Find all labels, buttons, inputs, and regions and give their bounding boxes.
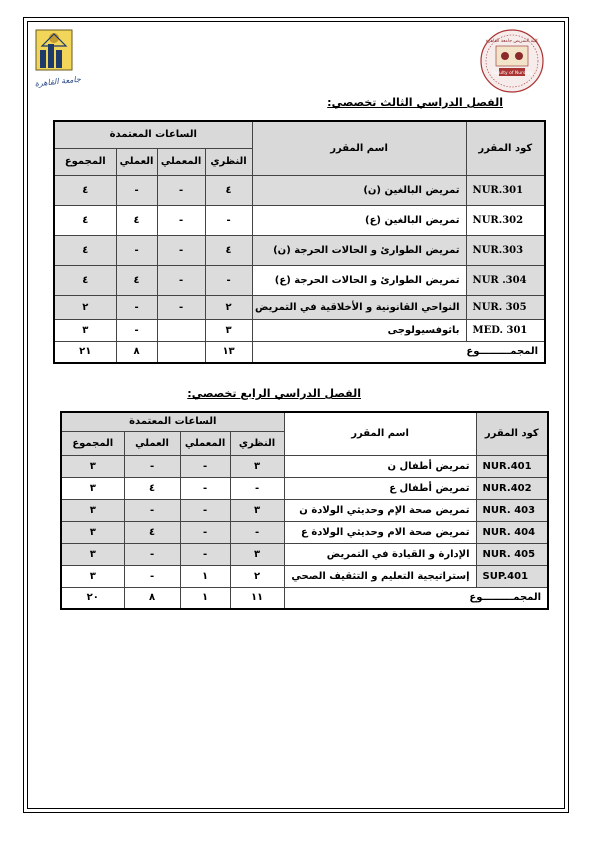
course-code: NUR. 305 xyxy=(466,295,545,319)
header-theory: النظري xyxy=(205,148,252,175)
theory-hours: ٣ xyxy=(230,499,284,521)
practical-hours: ٤ xyxy=(124,477,180,499)
header-hours: الساعات المعتمدة xyxy=(54,121,252,148)
course-code: NUR. 403 xyxy=(476,499,548,521)
theory-hours: - xyxy=(230,477,284,499)
table-total-row xyxy=(61,587,548,609)
course-code: NUR .304 xyxy=(466,265,545,295)
lab-hours: - xyxy=(157,295,205,319)
total-theory: ١٣ xyxy=(205,341,252,363)
table-row xyxy=(61,565,548,587)
lab-hours: - xyxy=(180,477,230,499)
lab-hours: - xyxy=(180,543,230,565)
course-name: تمريض الطوارئ و الحالات الحرجة (ع) xyxy=(252,265,466,295)
total-hours: ٣ xyxy=(61,455,124,477)
course-name: تمريض صحة الام وحديثي الولادة ع xyxy=(284,521,476,543)
header-total: المجموع xyxy=(54,148,116,175)
course-name: تمريض الطوارئ و الحالات الحرجة (ن) xyxy=(252,235,466,265)
course-code: NUR.402 xyxy=(476,477,548,499)
table-row xyxy=(54,295,545,319)
total-hours: ٣ xyxy=(61,499,124,521)
total-hours: ٣ xyxy=(61,565,124,587)
course-code: NUR. 405 xyxy=(476,543,548,565)
header-practical: العملي xyxy=(124,431,180,455)
theory-hours: - xyxy=(230,521,284,543)
course-name: تمريض أطفال ع xyxy=(284,477,476,499)
table-row xyxy=(54,235,545,265)
practical-hours: ٤ xyxy=(124,521,180,543)
practical-hours: - xyxy=(124,499,180,521)
faculty-of-nursing-logo xyxy=(479,28,545,94)
table-row xyxy=(54,175,545,205)
logo-right-sub: Faculty of Nursing xyxy=(491,71,533,76)
total-hours: ٤ xyxy=(54,175,116,205)
semester4-table xyxy=(60,411,549,610)
lab-hours: - xyxy=(157,265,205,295)
lab-hours: - xyxy=(180,499,230,521)
table-row xyxy=(61,477,548,499)
course-code: MED. 301 xyxy=(466,319,545,341)
table-row xyxy=(61,455,548,477)
header-total: المجموع xyxy=(61,431,124,455)
course-name: تمريض صحة الإم وحديثي الولادة ن xyxy=(284,499,476,521)
theory-hours: ٣ xyxy=(205,319,252,341)
header-name: اسم المقرر xyxy=(252,121,466,175)
total-hours: ٤ xyxy=(54,235,116,265)
practical-hours: - xyxy=(124,455,180,477)
course-code: SUP.401 xyxy=(476,565,548,587)
course-code: NUR.401 xyxy=(476,455,548,477)
course-code: NUR.303 xyxy=(466,235,545,265)
total-practical: ٨ xyxy=(116,341,157,363)
header-name: اسم المقرر xyxy=(284,412,476,455)
total-total: ٢٠ xyxy=(61,587,124,609)
total-label: المجمـــــــــوع xyxy=(284,587,548,609)
theory-hours: ٣ xyxy=(230,543,284,565)
course-name: باثوفسيولوجى xyxy=(252,319,466,341)
course-code: NUR.301 xyxy=(466,175,545,205)
table-row xyxy=(54,319,545,341)
theory-hours: - xyxy=(205,265,252,295)
course-name: تمريض أطفال ن xyxy=(284,455,476,477)
total-hours: ٣ xyxy=(61,477,124,499)
practical-hours: ٤ xyxy=(116,205,157,235)
course-name: إستراتيجية التعليم و التثقيف الصحي xyxy=(284,565,476,587)
practical-hours: - xyxy=(116,235,157,265)
course-code: NUR.302 xyxy=(466,205,545,235)
course-code: NUR. 404 xyxy=(476,521,548,543)
table-row xyxy=(54,205,545,235)
table-row xyxy=(61,521,548,543)
total-practical: ٨ xyxy=(124,587,180,609)
table-row xyxy=(61,543,548,565)
header-practical: العملي xyxy=(116,148,157,175)
header-lab: المعملي xyxy=(180,431,230,455)
header-code: كود المقرر xyxy=(476,412,548,455)
total-lab: ١ xyxy=(180,587,230,609)
practical-hours: ٤ xyxy=(116,265,157,295)
total-hours: ٣ xyxy=(61,543,124,565)
theory-hours: ٣ xyxy=(230,455,284,477)
practical-hours: - xyxy=(124,565,180,587)
semester3-title: الفصل الدراسي الثالث تخصصي: xyxy=(327,96,503,109)
lab-hours xyxy=(157,319,205,341)
total-hours: ٢ xyxy=(54,295,116,319)
practical-hours: - xyxy=(116,295,157,319)
theory-hours: ٤ xyxy=(205,175,252,205)
semester3-table xyxy=(53,120,546,364)
course-name: الإدارة و القيادة في التمريض xyxy=(284,543,476,565)
lab-hours: - xyxy=(157,235,205,265)
lab-hours: - xyxy=(180,521,230,543)
logo-right-caption: كلية التمريض جامعة القاهرة xyxy=(485,39,539,44)
logo-left-caption: جامعة القاهرة xyxy=(34,74,82,89)
cairo-university-logo xyxy=(28,28,92,90)
total-hours: ٣ xyxy=(61,521,124,543)
theory-hours: ٤ xyxy=(205,235,252,265)
practical-hours: - xyxy=(116,319,157,341)
theory-hours: ٢ xyxy=(205,295,252,319)
lab-hours: - xyxy=(157,175,205,205)
table-row xyxy=(54,265,545,295)
course-name: تمريض البالغين (ن) xyxy=(252,175,466,205)
semester4-title: الفصل الدراسي الرابع تخصصي: xyxy=(187,387,361,400)
practical-hours: - xyxy=(116,175,157,205)
table-total-row xyxy=(54,341,545,363)
lab-hours: ١ xyxy=(180,565,230,587)
header-hours: الساعات المعتمدة xyxy=(61,412,284,431)
course-name: النواحي القانونية و الأخلاقية في التمريض xyxy=(252,295,466,319)
total-theory: ١١ xyxy=(230,587,284,609)
header-theory: النظري xyxy=(230,431,284,455)
total-hours: ٣ xyxy=(54,319,116,341)
theory-hours: ٢ xyxy=(230,565,284,587)
total-hours: ٤ xyxy=(54,265,116,295)
total-label: المجمـــــــــوع xyxy=(252,341,545,363)
lab-hours: - xyxy=(180,455,230,477)
header-code: كود المقرر xyxy=(466,121,545,175)
table-row xyxy=(61,499,548,521)
total-hours: ٤ xyxy=(54,205,116,235)
total-lab xyxy=(157,341,205,363)
total-total: ٢١ xyxy=(54,341,116,363)
lab-hours: - xyxy=(157,205,205,235)
theory-hours: - xyxy=(205,205,252,235)
practical-hours: - xyxy=(124,543,180,565)
course-name: تمريض البالغين (ع) xyxy=(252,205,466,235)
header-lab: المعملي xyxy=(157,148,205,175)
